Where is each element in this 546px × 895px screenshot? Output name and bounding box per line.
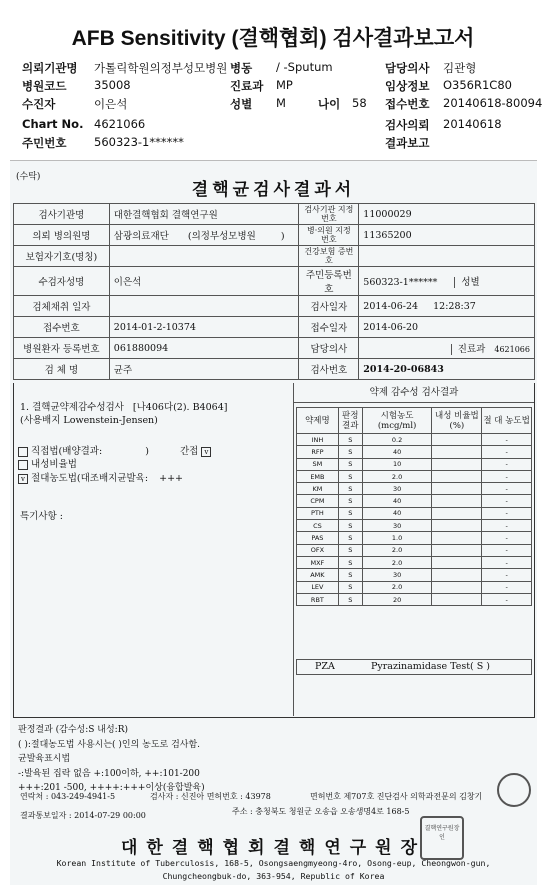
form-label: 건강보험 증번호 xyxy=(299,246,359,267)
dept-value: MP xyxy=(276,78,293,92)
drug-ratio xyxy=(432,495,482,507)
drug-name: CPM xyxy=(297,495,339,507)
seal-text: 결핵연구원장인 xyxy=(424,825,460,841)
drug-conc: 2.0 xyxy=(362,470,432,482)
ward-value: / -Sputum xyxy=(276,60,333,74)
form-label: 병·의원 지정번호 xyxy=(299,225,359,246)
form-label: 병원환자 등록번호 xyxy=(14,338,110,359)
form-value: 균주 xyxy=(109,359,299,380)
form-label: 검사번호 xyxy=(299,359,359,380)
abs-growth: +++ xyxy=(159,473,183,484)
req-hosp-paren: ) xyxy=(280,231,285,242)
form-label: 주민등록번호 xyxy=(299,267,359,296)
drug-abs: - xyxy=(482,569,532,581)
form-label: 검사기관명 xyxy=(14,204,110,225)
drug-row xyxy=(297,581,532,593)
drug-name: KM xyxy=(297,483,339,495)
drug-row xyxy=(297,483,532,495)
report-header xyxy=(0,60,546,150)
doctor-value: 김관형 xyxy=(443,61,477,75)
direct-method-row xyxy=(18,443,211,457)
form-label: 담당의사 xyxy=(299,338,359,359)
drug-name: OFX xyxy=(297,544,339,556)
drug-ratio xyxy=(432,458,482,470)
form-value xyxy=(359,338,535,359)
form-label: 의뢰 병의원명 xyxy=(14,225,110,246)
form-label: 접수번호 xyxy=(14,317,110,338)
drug-row xyxy=(297,458,532,470)
drug-result: S xyxy=(338,434,362,446)
drug-abs: - xyxy=(482,532,532,544)
address-kr: 주소 : 충청북도 청원군 오송읍 오송생명4로 168-5 xyxy=(232,807,410,816)
method-line xyxy=(20,399,227,413)
examiner: 검사자 : 신진아 면허번호 : 43978 xyxy=(150,792,271,801)
drug-ratio xyxy=(432,483,482,495)
rrn-value: 560323-1****** xyxy=(363,277,438,288)
drug-ratio xyxy=(432,556,482,568)
indirect-checkbox[interactable]: v xyxy=(201,447,211,457)
drug-row xyxy=(297,593,532,605)
drug-row xyxy=(297,446,532,458)
drug-abs: - xyxy=(482,520,532,532)
clinical-info-value: O356R1C80 xyxy=(443,78,512,92)
drug-result: S xyxy=(338,581,362,593)
form-value: 이은석 xyxy=(109,267,299,296)
drug-conc: 40 xyxy=(362,507,432,519)
drug-conc: 30 xyxy=(362,520,432,532)
form-value xyxy=(359,296,535,317)
drug-panel-heading: 약제 감수성 검사결과 xyxy=(294,383,534,403)
direct-close: ) xyxy=(145,446,149,457)
drug-row xyxy=(297,544,532,556)
drug-ratio xyxy=(432,434,482,446)
drug-abs: - xyxy=(482,483,532,495)
drug-abs: - xyxy=(482,458,532,470)
drug-result: S xyxy=(338,556,362,568)
contact: 연락처 : 043-249-4941-5 xyxy=(20,792,116,801)
interp-line: +++:201 -500, ++++:+++이상(융합발육) xyxy=(18,783,205,793)
drug-result: S xyxy=(338,470,362,482)
request-date-value: 20140618 xyxy=(443,117,502,131)
drug-name: INH xyxy=(297,434,339,446)
form-value: 11000029 xyxy=(359,204,535,225)
drug-result: S xyxy=(338,532,362,544)
drug-abs: - xyxy=(482,495,532,507)
drug-panel xyxy=(294,383,534,716)
drug-conc: 10 xyxy=(362,458,432,470)
hospital-code-value: 35008 xyxy=(94,78,131,92)
drug-abs: - xyxy=(482,446,532,458)
drug-row xyxy=(297,556,532,568)
results-section xyxy=(13,383,535,718)
form-value xyxy=(359,267,535,296)
drug-name: EMB xyxy=(297,470,339,482)
drug-conc: 0.2 xyxy=(362,434,432,446)
sex-label: 성별 xyxy=(454,277,479,288)
clinical-info-label: 임상정보 xyxy=(385,79,430,93)
drug-abs: - xyxy=(482,544,532,556)
method-panel xyxy=(14,383,294,716)
form-value: 2014-06-20 xyxy=(359,317,535,338)
ratio-checkbox[interactable] xyxy=(18,460,28,470)
form-value: 11365200 xyxy=(359,225,535,246)
dept-value: 4621066 xyxy=(494,345,530,354)
drug-name: PTH xyxy=(297,507,339,519)
col-drug: 약제명 xyxy=(297,408,339,434)
interp-line: -:발육된 집락 없음 +:100이하, ++:101-200 xyxy=(18,768,200,779)
form-value: 2014-01-2-10374 xyxy=(109,317,299,338)
drug-row xyxy=(297,434,532,446)
drug-conc: 1.0 xyxy=(362,532,432,544)
drug-abs: - xyxy=(482,434,532,446)
form-value xyxy=(109,246,299,267)
col-conc: 시험농도 (mcg/ml) xyxy=(362,408,432,434)
receipt-no-value: 20140618-80094 xyxy=(443,96,543,110)
form-value: 061880094 xyxy=(109,338,299,359)
drug-ratio xyxy=(432,581,482,593)
page-title: AFB Sensitivity (결핵협회) 검사결과보고서 xyxy=(71,27,475,50)
address-en-line2: Chungcheongbuk-do, 363-954, Republic of Korea xyxy=(162,871,385,881)
form-label: 검사기관 지정번호 xyxy=(299,204,359,225)
drug-name: PAS xyxy=(297,532,339,544)
drug-ratio xyxy=(432,507,482,519)
drug-conc: 30 xyxy=(362,569,432,581)
sex-value: M xyxy=(276,96,286,110)
rrn-value: 560323-1****** xyxy=(94,135,184,149)
col-abs: 절 대 농도법 xyxy=(482,408,532,434)
form-value xyxy=(109,225,299,246)
abs-method-row xyxy=(18,470,183,484)
test-time: 12:28:37 xyxy=(433,300,476,312)
drug-ratio xyxy=(432,470,482,482)
request-date-label: 검사의뢰 xyxy=(385,118,430,132)
report-date-label: 결과보고 xyxy=(385,136,430,150)
drug-result: S xyxy=(338,458,362,470)
col-result: 판정 결과 xyxy=(338,408,362,434)
method-title: 1. 결핵균약제감수성검사 xyxy=(20,402,124,413)
drug-name: SM xyxy=(297,458,339,470)
drug-name: CS xyxy=(297,520,339,532)
drug-result: S xyxy=(338,507,362,519)
drug-conc: 20 xyxy=(362,593,432,605)
hospital-code-label: 병원코드 xyxy=(22,79,67,93)
age-value: 58 xyxy=(352,96,367,110)
form-label: 수검자성명 xyxy=(14,267,110,296)
drug-row xyxy=(297,520,532,532)
req-hosp-name: 삼광의료재단 xyxy=(113,231,169,242)
drug-conc: 40 xyxy=(362,495,432,507)
ratio-label: 내성비율법 xyxy=(31,459,77,470)
drug-ratio xyxy=(432,520,482,532)
consignment-mark: (수탁) xyxy=(16,172,41,182)
scanned-report xyxy=(10,160,537,885)
drug-row xyxy=(297,569,532,581)
drug-abs: - xyxy=(482,507,532,519)
drug-result: S xyxy=(338,569,362,581)
drug-name: MXF xyxy=(297,556,339,568)
abs-label: 절대농도법(대조배지균발육: xyxy=(31,473,149,484)
req-hosp-extra: (의정부성모병원 xyxy=(187,231,256,242)
drug-result: S xyxy=(338,446,362,458)
doctor-label: 담당의사 xyxy=(385,61,430,75)
special-notes: 특기사항 : xyxy=(20,511,63,522)
director: 면허번호 제707호 진단검사 의학과전문의 김창기 xyxy=(310,792,483,801)
drug-row xyxy=(297,470,532,482)
pza-value: Pyrazinamidase Test( S ) xyxy=(371,661,490,672)
drug-table xyxy=(296,407,532,606)
result-report-date: 결과통보일자 : 2014-07-29 00:00 xyxy=(20,811,146,820)
seal-stamp xyxy=(497,773,531,807)
drug-row xyxy=(297,495,532,507)
organization-name: 대한결핵협회결핵연구원장 xyxy=(120,838,427,858)
method-code: [나406다(2). B4064] xyxy=(132,402,228,413)
col-ratio: 내성 비율법(%) xyxy=(432,408,482,434)
recipient-label: 수진자 xyxy=(22,97,56,111)
interp-line: 판정결과 (감수성:S 내성:R) xyxy=(18,725,128,735)
recipient-value: 이은석 xyxy=(94,97,128,111)
drug-name: LEV xyxy=(297,581,339,593)
form-label: 검체채취 일자 xyxy=(14,296,110,317)
form-value xyxy=(359,246,535,267)
age-label: 나이 xyxy=(318,97,341,111)
form-label: 보험자기호(명칭) xyxy=(14,246,110,267)
indirect-label: 간접 xyxy=(179,446,199,457)
dept-label: 진료과 xyxy=(451,344,492,355)
form-value xyxy=(109,296,299,317)
drug-conc: 2.0 xyxy=(362,556,432,568)
drug-row xyxy=(297,507,532,519)
test-date: 2014-06-24 xyxy=(363,300,419,312)
address-en-line1: Korean Institute of Tuberculosis, 168-5, Osongsaengmyeong-4ro, Osong-eup, Cheongwon-gun, xyxy=(56,858,491,868)
pza-label: PZA xyxy=(315,661,335,672)
drug-ratio xyxy=(432,569,482,581)
form-value: 대한결핵협회 결핵연구원 xyxy=(109,204,299,225)
abs-checkbox[interactable]: v xyxy=(18,474,28,484)
ward-label: 병동 xyxy=(230,61,253,75)
drug-conc: 2.0 xyxy=(362,581,432,593)
dept-label: 진료과 xyxy=(230,79,264,93)
sex-label: 성별 xyxy=(230,97,253,111)
institution-value: 가톨릭학원의정부성모병원 xyxy=(94,61,228,75)
drug-abs: - xyxy=(482,581,532,593)
institution-label: 의뢰기관명 xyxy=(22,61,78,75)
drug-ratio xyxy=(432,446,482,458)
chart-no-value: 4621066 xyxy=(94,117,146,131)
drug-name: RBT xyxy=(297,593,339,605)
drug-result: S xyxy=(338,544,362,556)
interpretation-notes xyxy=(18,723,518,796)
drug-ratio xyxy=(432,532,482,544)
drug-ratio xyxy=(432,593,482,605)
direct-label: 직접법(배양결과: xyxy=(31,446,103,457)
drug-conc: 30 xyxy=(362,483,432,495)
interp-line: 균발육표시법 xyxy=(18,754,71,764)
patient-info-table xyxy=(13,203,535,380)
direct-checkbox[interactable] xyxy=(18,447,28,457)
drug-abs: - xyxy=(482,593,532,605)
form-value: 2014-20-06843 xyxy=(359,359,535,380)
form-label: 검 체 명 xyxy=(14,359,110,380)
report-title: 결핵균검사결과서 xyxy=(191,180,356,200)
receipt-no-label: 접수번호 xyxy=(385,97,430,111)
chart-no-label: Chart No. xyxy=(22,117,84,131)
drug-abs: - xyxy=(482,470,532,482)
ratio-method-row xyxy=(18,456,77,470)
drug-name: AMK xyxy=(297,569,339,581)
drug-row xyxy=(297,532,532,544)
drug-abs: - xyxy=(482,556,532,568)
drug-name: RFP xyxy=(297,446,339,458)
interp-line: ( ):절대농도법 사용시는( )인의 농도로 검사함. xyxy=(18,739,201,750)
drug-result: S xyxy=(338,495,362,507)
drug-conc: 2.0 xyxy=(362,544,432,556)
drug-result: S xyxy=(338,520,362,532)
rrn-label: 주민번호 xyxy=(22,136,67,150)
drug-ratio xyxy=(432,544,482,556)
drug-result: S xyxy=(338,593,362,605)
drug-result: S xyxy=(338,483,362,495)
form-label: 접수일자 xyxy=(299,317,359,338)
drug-conc: 40 xyxy=(362,446,432,458)
pza-row xyxy=(296,659,532,675)
form-label: 검사일자 xyxy=(299,296,359,317)
method-medium: (사용배지 Lowenstein-Jensen) xyxy=(20,415,158,426)
